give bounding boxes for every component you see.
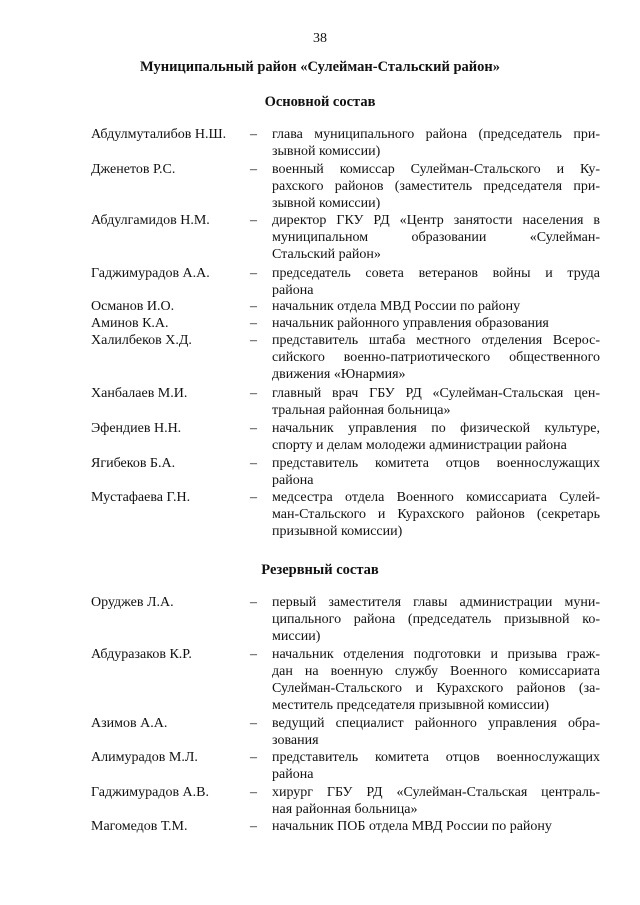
separator-dash: – xyxy=(250,595,257,610)
member-name: Гаджимурадов А.А. xyxy=(91,266,210,281)
separator-dash: – xyxy=(250,299,257,314)
member-role xyxy=(272,489,600,540)
member-role xyxy=(272,420,600,454)
separator-dash: – xyxy=(250,386,257,401)
page-number: 38 xyxy=(313,31,327,46)
member-name: Османов И.О. xyxy=(91,299,175,314)
reserve-section-heading: Резервный состав xyxy=(261,562,379,578)
member-role xyxy=(272,161,600,212)
separator-dash: – xyxy=(250,647,257,662)
role-line: военный комиссар Сулейман-Стальского и Ку- xyxy=(272,162,600,177)
role-line: призывной комиссии) xyxy=(272,524,403,539)
role-line: района xyxy=(272,767,314,782)
separator-dash: – xyxy=(250,266,257,281)
member-name: Азимов А.А. xyxy=(91,716,168,731)
member-name: Халилбеков Х.Д. xyxy=(91,333,192,348)
member-role xyxy=(272,298,600,315)
member-role xyxy=(272,212,600,263)
role-line: начальник отделения подготовки и призыва граж- xyxy=(272,647,600,662)
role-line: района xyxy=(272,283,314,298)
role-line: ман-Стальского и Курахского районов (секретарь xyxy=(272,507,600,522)
member-name: Эфендиев Н.Н. xyxy=(91,421,182,436)
role-line: директор ГКУ РД «Центр занятости населения в xyxy=(272,213,600,228)
role-line: ведущий специалист районного управления обра- xyxy=(272,716,600,731)
role-line: начальник ПОБ отдела МВД России по району xyxy=(272,819,552,834)
separator-dash: – xyxy=(250,819,257,834)
role-line: Сулейман-Стальского и Курахского районов (за- xyxy=(272,681,600,696)
separator-dash: – xyxy=(250,490,257,505)
separator-dash: – xyxy=(250,456,257,471)
member-name: Магомедов Т.М. xyxy=(91,819,188,834)
main-section-heading: Основной состав xyxy=(264,94,376,110)
member-role xyxy=(272,715,600,749)
role-line: рахского районов (заместитель председателя при- xyxy=(272,179,600,194)
role-line: муниципальном образовании «Сулейман- xyxy=(272,230,600,245)
separator-dash: – xyxy=(250,127,257,142)
document-title: Муниципальный район «Сулейман-Стальский район» xyxy=(139,59,501,75)
role-line: движения «Юнармия» xyxy=(272,367,406,382)
role-line: зывной комиссии) xyxy=(272,144,381,159)
member-role xyxy=(272,315,600,332)
role-line: первый заместителя главы администрации муни- xyxy=(272,595,600,610)
role-line: Стальский район» xyxy=(272,247,381,262)
separator-dash: – xyxy=(250,785,257,800)
separator-dash: – xyxy=(250,213,257,228)
separator-dash: – xyxy=(250,316,257,331)
role-line: спорту и делам молодежи администрации района xyxy=(272,438,567,453)
member-name: Гаджимурадов А.В. xyxy=(91,785,210,800)
separator-dash: – xyxy=(250,421,257,436)
role-line: сийского военно-патриотического общественного xyxy=(272,350,600,365)
member-name: Мустафаева Г.Н. xyxy=(91,490,191,505)
role-line: меститель председателя призывной комиссии) xyxy=(272,698,550,713)
role-line: тральная районная больница» xyxy=(272,403,451,418)
member-name: Абдулгамидов Н.М. xyxy=(91,213,210,228)
separator-dash: – xyxy=(250,162,257,177)
member-role xyxy=(272,126,600,160)
member-name: Абдуразаков К.Р. xyxy=(91,647,192,662)
role-line: глава муниципального района (председатель при- xyxy=(272,127,600,142)
member-role xyxy=(272,594,600,645)
role-line: района xyxy=(272,473,314,488)
role-line: зования xyxy=(272,733,319,748)
member-role xyxy=(272,332,600,383)
role-line: начальник отдела МВД России по району xyxy=(272,299,521,314)
member-name: Оруджев Л.А. xyxy=(91,595,174,610)
role-line: представитель штаба местного отделения Всерос- xyxy=(272,333,600,348)
member-name: Ханбалаев М.И. xyxy=(91,386,188,401)
role-line: ная районная больница» xyxy=(272,802,418,817)
role-line: зывной комиссии) xyxy=(272,196,381,211)
role-line: начальник управления по физической культуре, xyxy=(272,421,600,436)
separator-dash: – xyxy=(250,716,257,731)
role-line: медсестра отдела Военного комиссариата Сулей- xyxy=(272,490,600,505)
role-line: начальник районного управления образования xyxy=(272,316,549,331)
role-line: представитель комитета отцов военнослужащих xyxy=(272,750,600,765)
member-role xyxy=(272,385,600,419)
role-line: хирург ГБУ РД «Сулейман-Стальская централь- xyxy=(272,785,600,800)
member-name: Дженетов Р.С. xyxy=(91,162,176,177)
member-role xyxy=(272,749,600,783)
member-name: Ягибеков Б.А. xyxy=(91,456,176,471)
role-line: миссии) xyxy=(272,629,321,644)
member-role xyxy=(272,455,600,489)
member-name: Алимурадов М.Л. xyxy=(91,750,198,765)
role-line: представитель комитета отцов военнослужащих xyxy=(272,456,600,471)
role-line: главный врач ГБУ РД «Сулейман-Стальская цен- xyxy=(272,386,600,401)
separator-dash: – xyxy=(250,750,257,765)
role-line: дан на военную службу Военного комиссариата xyxy=(272,664,600,679)
role-line: председатель совета ветеранов войны и труда xyxy=(272,266,600,281)
role-line: ципального района (председатель призывной ко- xyxy=(272,612,600,627)
member-name: Абдулмуталибов Н.Ш. xyxy=(91,127,227,142)
member-name: Аминов К.А. xyxy=(91,316,169,331)
member-role xyxy=(272,265,600,299)
member-role xyxy=(272,646,600,714)
member-role xyxy=(272,784,600,818)
member-role xyxy=(272,818,600,835)
separator-dash: – xyxy=(250,333,257,348)
